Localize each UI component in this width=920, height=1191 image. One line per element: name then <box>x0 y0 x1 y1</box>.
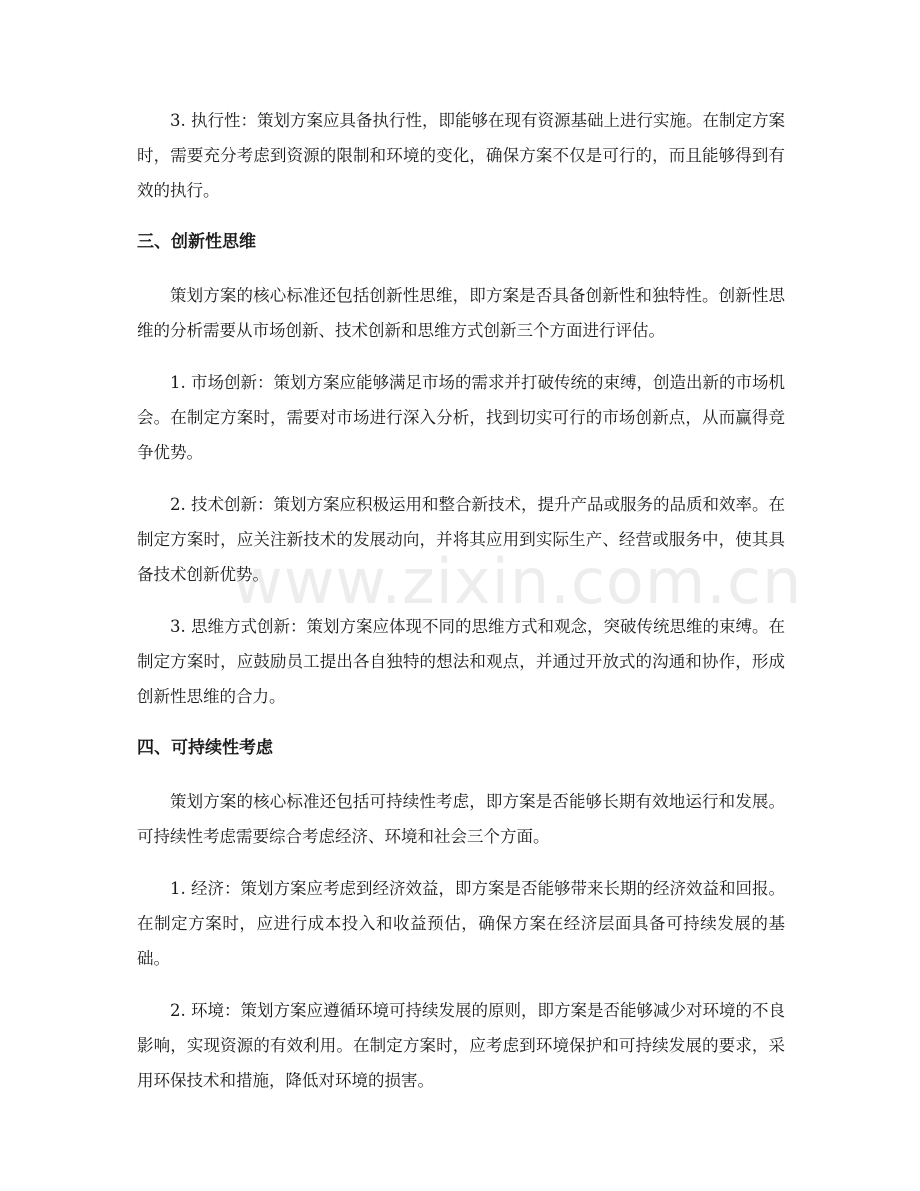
paragraph-environment: 2. 环境：策划方案应遵循环境可持续发展的原则，即方案是否能够减少对环境的不良影响，实现资源的有效利用。在制定方案时，应考虑到环境保护和可持续发展的要求，采用环保技术和措施，降低对环境的损害。 <box>137 1001 785 1090</box>
watermark: www.zixin.com.cn <box>232 545 803 618</box>
section-heading-innovation: 三、创新性思维 <box>137 232 256 252</box>
paragraph-economy: 1. 经济：策划方案应考虑到经济效益，即方案是否能够带来长期的经济效益和回报。在制定方案时，应进行成本投入和收益预估，确保方案在经济层面具备可持续发展的基础。 <box>137 879 785 968</box>
section-heading-sustainability: 四、可持续性考虑 <box>137 738 273 758</box>
paragraph-tech-innovation: 2. 技术创新：策划方案应积极运用和整合新技术，提升产品或服务的品质和效率。在制定方案时，应关注新技术的发展动向，并将其应用到实际生产、经营或服务中，使其具备技术创新优势。 <box>137 495 785 584</box>
paragraph-sustainability-intro: 策划方案的核心标准还包括可持续性考虑，即方案是否能够长期有效地运行和发展。可持续性考虑需要综合考虑经济、环境和社会三个方面。 <box>137 792 785 846</box>
paragraph-market-innovation: 1. 市场创新：策划方案应能够满足市场的需求并打破传统的束缚，创造出新的市场机会。在制定方案时，需要对市场进行深入分析，找到切实可行的市场创新点，从而赢得竞争优势。 <box>137 373 785 462</box>
paragraph-innovation-intro: 策划方案的核心标准还包括创新性思维，即方案是否具备创新性和独特性。创新性思维的分析需要从市场创新、技术创新和思维方式创新三个方面进行评估。 <box>137 286 785 340</box>
document-body <box>137 103 803 1098</box>
paragraph-execution: 3. 执行性：策划方案应具备执行性，即能够在现有资源基础上进行实施。在制定方案时，需要充分考虑到资源的限制和环境的变化，确保方案不仅是可行的，而且能够得到有效的执行。 <box>137 111 785 200</box>
paragraph-thinking-innovation: 3. 思维方式创新：策划方案应体现不同的思维方式和观念，突破传统思维的束缚。在制定方案时，应鼓励员工提出各自独特的想法和观点，并通过开放式的沟通和协作，形成创新性思维的合力。 <box>137 617 785 706</box>
